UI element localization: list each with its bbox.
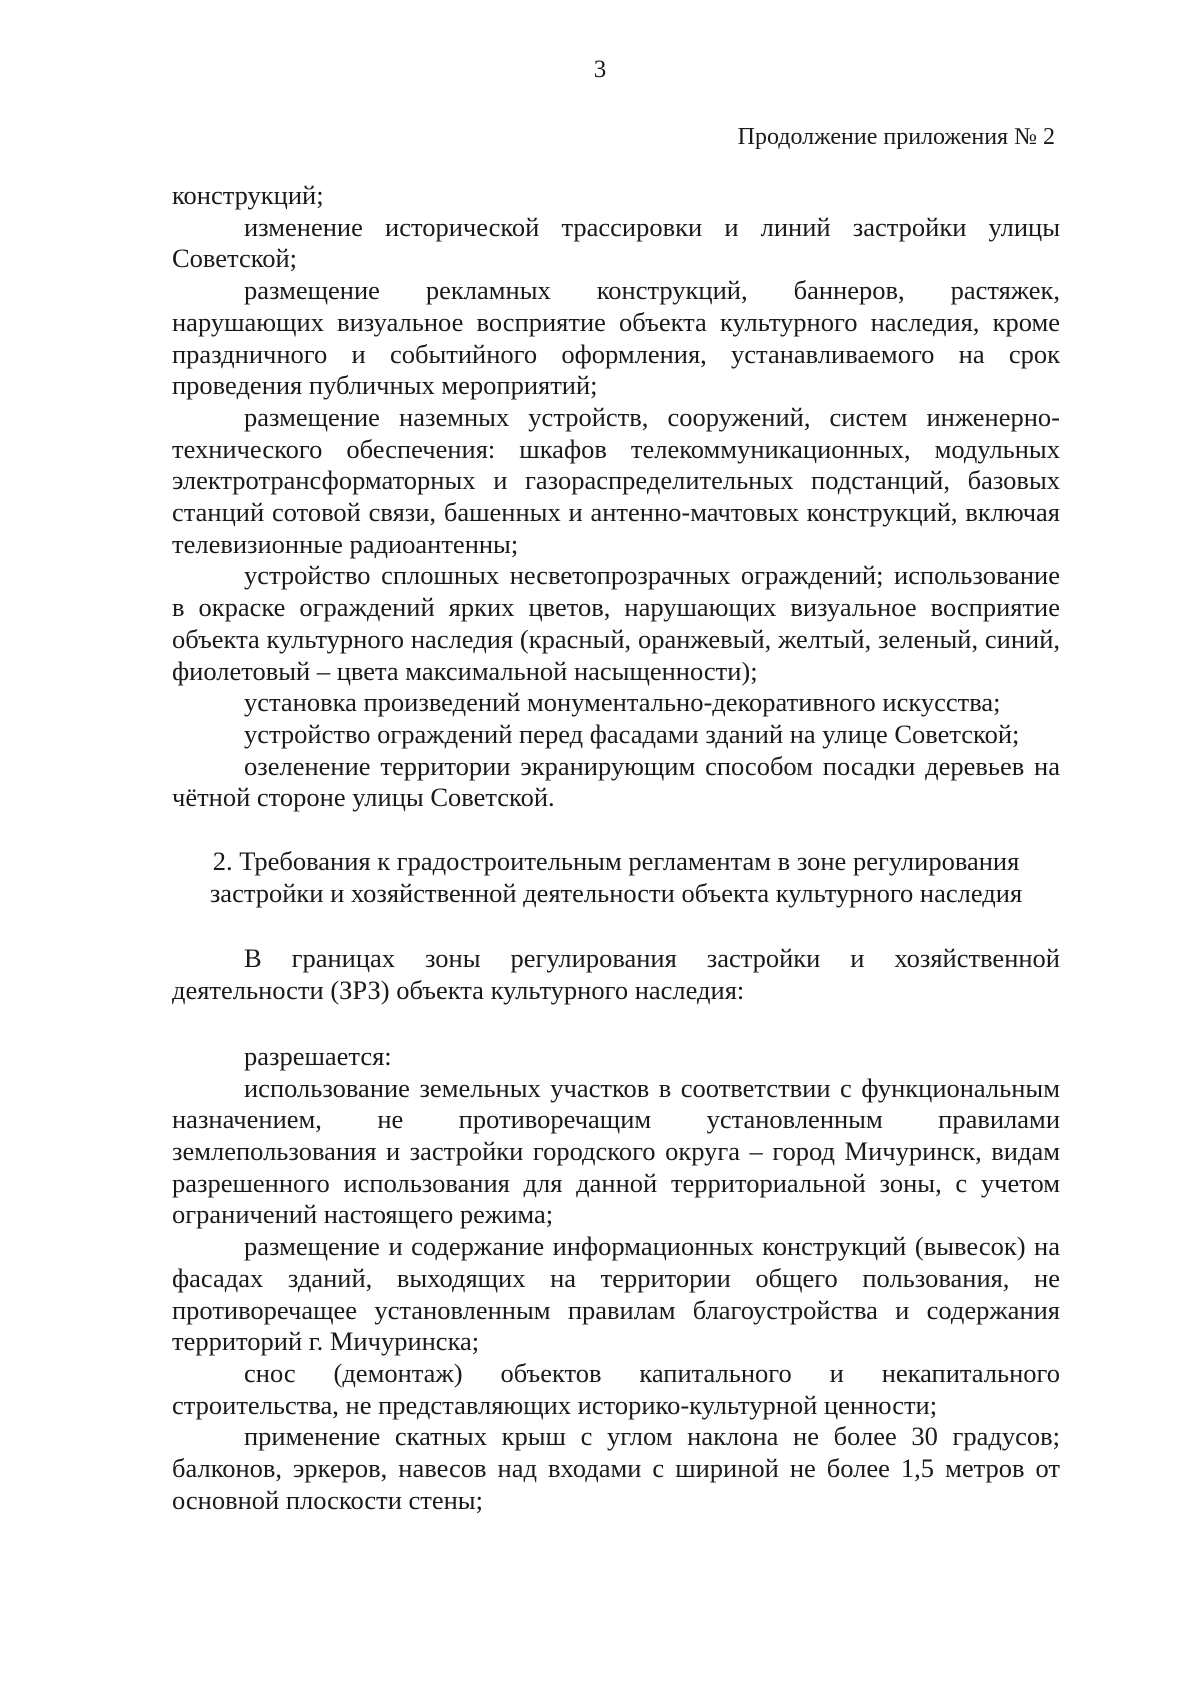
paragraph-9: В границах зоны регулирования застройки и хозяйственной деятельности (ЗРЗ) объекта культурного наследия: [172, 943, 1060, 1006]
paragraph-8: озеленение территории экранирующим способом посадки деревьев на чётной стороне улицы Советской. [172, 750, 1060, 813]
paragraph-14: применение скатных крыш с углом наклона не более 30 градусов; балконов, эркеров, навесов над входами с шириной не более 1,5 метров от основной плоскости стены; [172, 1421, 1060, 1515]
paragraph-12: размещение и содержание информационных конструкций (вывесок) на фасадах зданий, выходящих на территории общего пользования, не противоречащее установленным правилам благоустройства и содержания территорий г. Мичуринска; [172, 1231, 1060, 1357]
paragraph-13: снос (демонтаж) объектов капитального и некапитального строительства, не представляющих историко-культурной ценности; [172, 1357, 1060, 1420]
paragraph-2: изменение исторической трассировки и линий застройки улицы Советской; [172, 211, 1060, 274]
paragraph-3: размещение рекламных конструкций, баннеров, растяжек, нарушающих визуальное восприятие объекта культурного наследия, кроме праздничного и событийного оформления, устанавливаемого на срок проведения публичных мероприятий; [172, 275, 1060, 401]
paragraph-1: конструкций; [172, 180, 324, 210]
paragraph-7: устройство ограждений перед фасадами зданий на улице Советской; [244, 718, 1020, 749]
paragraph-4: размещение наземных устройств, сооружений, систем инженерно-технического обеспечения: шкафов телекоммуникационных, модульных электротрансформаторных и газораспределительных подстанций, базовых станций сотовой связи, башенных и антенно-мачтовых конструкций, включая телевизионные радиоантенны; [172, 401, 1060, 559]
appendix-continuation-note: Продолжение приложения № 2 [737, 124, 1055, 150]
paragraph-5: устройство сплошных несветопрозрачных ограждений; использование в окраске ограждений ярких цветов, нарушающих визуальное восприятие объекта культурного наследия (красный, оранжевый, желтый, зеленый, синий, фиолетовый – цвета максимальной насыщенности); [172, 560, 1060, 686]
section-heading: 2. Требования к градостроительным регламентам в зоне регулирования застройки и хозяйственной деятельности объекта культурного наследия [209, 846, 1023, 908]
document-body [172, 180, 1060, 1516]
paragraph-11: использование земельных участков в соответствии с функциональным назначением, не противоречащим установленным правилами землепользования и застройки городского округа – город Мичуринск, видам разрешенного использования для данной территориальной зоны, с учетом ограничений настоящего режима; [172, 1072, 1060, 1230]
paragraph-6: установка произведений монументально-декоративного искусства; [244, 687, 1001, 718]
paragraph-10: разрешается: [244, 1040, 392, 1071]
page-number: 3 [593, 56, 607, 83]
